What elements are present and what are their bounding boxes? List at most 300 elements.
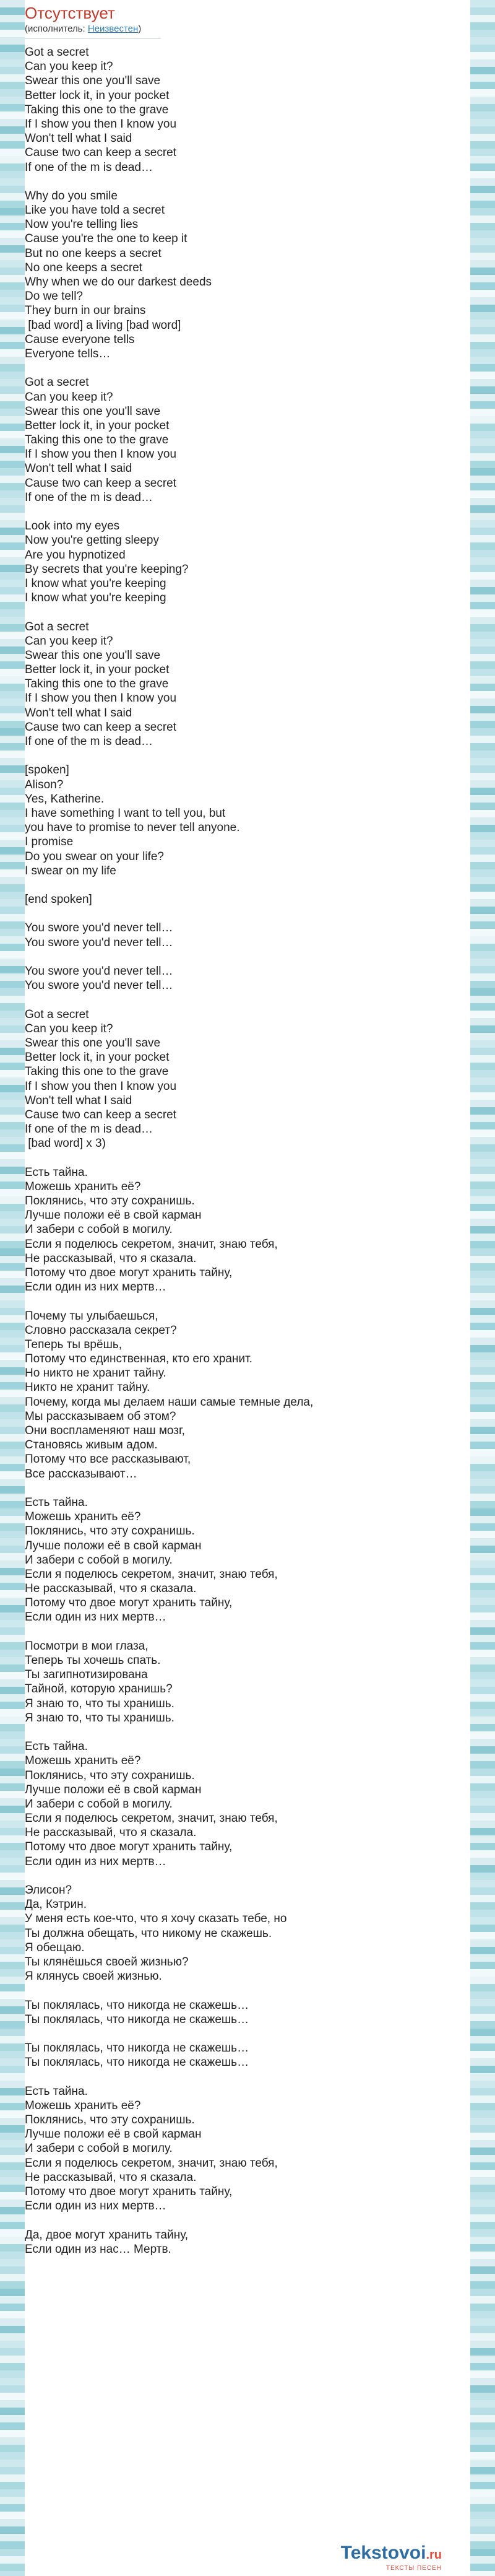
lyric-line: Got a secret bbox=[25, 46, 89, 59]
stripe bbox=[0, 2014, 25, 2021]
stripe bbox=[0, 981, 25, 988]
stripe bbox=[470, 550, 495, 557]
stripe bbox=[470, 1657, 495, 1664]
stanza-gap bbox=[25, 361, 470, 375]
stripe bbox=[470, 959, 495, 966]
stripe bbox=[470, 1412, 495, 1419]
stripe bbox=[470, 260, 495, 268]
stripe bbox=[0, 1367, 25, 1375]
stripe bbox=[470, 2556, 495, 2564]
stripe bbox=[0, 2512, 25, 2519]
stripe bbox=[470, 2147, 495, 2155]
stripe bbox=[470, 431, 495, 438]
stripe bbox=[0, 1947, 25, 1954]
lyric-line: Like you have told a secret bbox=[25, 204, 165, 217]
lyric-line: If I show you then I know you bbox=[25, 117, 177, 131]
stripe bbox=[470, 1828, 495, 1835]
stripe bbox=[470, 780, 495, 788]
stripe bbox=[0, 1798, 25, 1806]
stripe bbox=[470, 624, 495, 632]
stripe bbox=[0, 1241, 25, 1248]
stripe bbox=[0, 111, 25, 119]
lyric-line: By secrets that you're keeping? bbox=[25, 562, 189, 576]
stripe bbox=[470, 810, 495, 817]
stripe bbox=[470, 1531, 495, 1538]
stripe bbox=[470, 1887, 495, 1895]
stripe bbox=[470, 2445, 495, 2452]
stripe bbox=[0, 2229, 25, 2237]
lyric-line: If one of the m is dead… bbox=[25, 1123, 153, 1136]
lyric-line: Теперь ты врёшь, bbox=[25, 1338, 122, 1351]
stripe bbox=[470, 2363, 495, 2370]
performer-link[interactable]: Неизвестен bbox=[87, 24, 139, 34]
stripe bbox=[470, 1865, 495, 1873]
stripe bbox=[0, 1234, 25, 1241]
site-logo[interactable] bbox=[341, 2543, 442, 2572]
stripe bbox=[470, 1598, 495, 1605]
stripe bbox=[470, 386, 495, 394]
stripe bbox=[470, 89, 495, 97]
stripe bbox=[0, 691, 25, 698]
lyric-line: Можешь хранить её? bbox=[25, 1180, 141, 1193]
stripe bbox=[0, 2140, 25, 2147]
stripe bbox=[470, 505, 495, 513]
stripe bbox=[0, 453, 25, 461]
stripe bbox=[470, 2356, 495, 2363]
stripe bbox=[470, 1590, 495, 1598]
stripe bbox=[470, 1427, 495, 1434]
stripe bbox=[470, 1954, 495, 1962]
stripe bbox=[470, 2304, 495, 2311]
lyric-line: I have something I want to tell you, but bbox=[25, 806, 226, 820]
lyric-line: Won't tell what I said bbox=[25, 132, 132, 146]
stripe bbox=[0, 30, 25, 37]
lyric-line: Can you keep it? bbox=[25, 1022, 113, 1035]
stripe bbox=[470, 572, 495, 580]
stripe bbox=[470, 275, 495, 282]
stripe bbox=[470, 973, 495, 981]
stripe bbox=[470, 2393, 495, 2400]
stripe bbox=[0, 1969, 25, 1977]
lyric-line: Но никто не хранит тайну. bbox=[25, 1367, 166, 1380]
stripe bbox=[470, 1984, 495, 1991]
stripe bbox=[0, 2051, 25, 2058]
stripe bbox=[0, 1806, 25, 1813]
lyric-line: You swore you'd never tell… bbox=[25, 965, 173, 978]
lyric-line: Потому что двое могут хранить тайну, bbox=[25, 1266, 233, 1279]
stripe bbox=[470, 1033, 495, 1040]
stripe bbox=[470, 684, 495, 691]
stripe bbox=[470, 2541, 495, 2549]
stripe bbox=[0, 0, 25, 7]
stripe bbox=[470, 1442, 495, 1449]
stripe bbox=[0, 342, 25, 349]
stripe bbox=[0, 2408, 25, 2415]
stripe bbox=[470, 2296, 495, 2304]
stripe bbox=[0, 1338, 25, 1345]
stripe bbox=[470, 691, 495, 698]
lyric-line: Есть тайна. bbox=[25, 1740, 88, 1754]
stripe bbox=[470, 364, 495, 372]
stripe bbox=[470, 1293, 495, 1300]
stripe bbox=[0, 617, 25, 624]
stripe bbox=[0, 654, 25, 661]
stripe bbox=[470, 1397, 495, 1404]
stripe bbox=[0, 1508, 25, 1516]
stripe bbox=[0, 1003, 25, 1011]
stripe bbox=[470, 996, 495, 1003]
stripe bbox=[470, 163, 495, 171]
stripe bbox=[0, 163, 25, 171]
stripe bbox=[0, 855, 25, 862]
stripe bbox=[0, 1650, 25, 1657]
stripe bbox=[470, 2192, 495, 2200]
stripe bbox=[470, 2489, 495, 2497]
stripe bbox=[0, 1739, 25, 1746]
stripe bbox=[0, 1375, 25, 1382]
stripe bbox=[470, 74, 495, 82]
stripe bbox=[0, 1018, 25, 1025]
stripe bbox=[0, 1137, 25, 1144]
stripe bbox=[470, 1546, 495, 1553]
stripe bbox=[0, 171, 25, 178]
stripe bbox=[0, 2460, 25, 2467]
stripe bbox=[0, 290, 25, 297]
stripe bbox=[0, 1620, 25, 1627]
stripe bbox=[470, 1152, 495, 1159]
title-divider bbox=[25, 38, 161, 39]
stripe bbox=[0, 1189, 25, 1196]
stripe bbox=[470, 1390, 495, 1397]
stripe bbox=[470, 2281, 495, 2289]
stripe bbox=[0, 1404, 25, 1412]
lyric-line: Yes, Katherine. bbox=[25, 792, 105, 806]
stripe bbox=[0, 1999, 25, 2006]
stripe bbox=[0, 1702, 25, 1709]
stripe bbox=[0, 2304, 25, 2311]
stripe bbox=[0, 520, 25, 528]
stripe bbox=[0, 104, 25, 111]
lyric-line: Look into my eyes bbox=[25, 520, 120, 533]
stripe bbox=[0, 1910, 25, 1917]
stripe bbox=[470, 1568, 495, 1575]
stripe bbox=[0, 817, 25, 825]
stripe bbox=[0, 1129, 25, 1137]
stripe bbox=[0, 2103, 25, 2110]
stripe bbox=[0, 1642, 25, 1650]
stripe bbox=[470, 1345, 495, 1352]
stripe bbox=[0, 1932, 25, 1939]
stripe bbox=[470, 1018, 495, 1025]
stripe bbox=[470, 268, 495, 275]
stripe bbox=[0, 2452, 25, 2460]
stripe bbox=[0, 1501, 25, 1508]
stripe bbox=[470, 1679, 495, 1687]
stripe bbox=[470, 921, 495, 929]
stripe bbox=[0, 2266, 25, 2274]
stripe bbox=[470, 2571, 495, 2576]
stripe bbox=[0, 238, 25, 245]
stripe bbox=[470, 282, 495, 290]
stripe bbox=[0, 899, 25, 907]
stanza-gap bbox=[25, 1151, 470, 1165]
stripe bbox=[470, 111, 495, 119]
stripe bbox=[470, 1404, 495, 1412]
stripe bbox=[0, 1776, 25, 1783]
stripe bbox=[0, 869, 25, 877]
stripe bbox=[0, 2489, 25, 2497]
stripe bbox=[470, 639, 495, 646]
stripe bbox=[470, 728, 495, 736]
stripe bbox=[0, 230, 25, 238]
lyric-line: Swear this one you'll save bbox=[25, 404, 161, 418]
stripe bbox=[0, 149, 25, 156]
stripe bbox=[0, 847, 25, 855]
stripe bbox=[0, 684, 25, 691]
lyrics-text bbox=[25, 45, 470, 2256]
stripe bbox=[0, 1256, 25, 1263]
stripe bbox=[470, 2526, 495, 2534]
stripe bbox=[470, 215, 495, 223]
lyric-line: If one of the m is dead… bbox=[25, 160, 153, 174]
stripe bbox=[470, 2519, 495, 2526]
stripe bbox=[0, 669, 25, 676]
stanza-gap bbox=[25, 749, 470, 763]
stripe bbox=[470, 1917, 495, 1925]
stripe bbox=[0, 1486, 25, 1494]
stripe bbox=[470, 907, 495, 914]
stripe bbox=[0, 1717, 25, 1724]
stripe bbox=[0, 2095, 25, 2103]
stripe bbox=[470, 795, 495, 803]
stripe bbox=[470, 2014, 495, 2021]
stripe bbox=[470, 1724, 495, 1731]
stripe bbox=[470, 743, 495, 751]
stripe bbox=[0, 2437, 25, 2445]
stripe bbox=[470, 59, 495, 67]
stripe bbox=[0, 936, 25, 944]
lyrics-page bbox=[25, 0, 470, 2576]
stripe bbox=[470, 1315, 495, 1323]
stripe bbox=[470, 2311, 495, 2318]
stripe bbox=[0, 1427, 25, 1434]
stanza-gap bbox=[25, 878, 470, 892]
stripe bbox=[0, 1159, 25, 1167]
stripe bbox=[0, 535, 25, 542]
stripe bbox=[0, 1360, 25, 1367]
stripe bbox=[470, 1642, 495, 1650]
stripe bbox=[470, 1211, 495, 1219]
stripe bbox=[470, 2512, 495, 2519]
stripe bbox=[470, 1501, 495, 1508]
stripe bbox=[0, 2192, 25, 2200]
stripe bbox=[470, 104, 495, 111]
stripe bbox=[470, 862, 495, 869]
stripe bbox=[0, 156, 25, 163]
stripe bbox=[0, 907, 25, 914]
stripe bbox=[0, 1070, 25, 1077]
lyric-line: If I show you then I know you bbox=[25, 692, 177, 705]
stripe bbox=[470, 803, 495, 810]
stripe bbox=[470, 855, 495, 862]
stripe bbox=[0, 1568, 25, 1575]
lyric-line: Do we tell? bbox=[25, 290, 83, 303]
stripe bbox=[0, 1657, 25, 1664]
stripe bbox=[0, 1754, 25, 1761]
stripe bbox=[470, 1115, 495, 1122]
stripe bbox=[0, 1605, 25, 1612]
stripe bbox=[0, 1063, 25, 1070]
lyric-line: Cause two can keep a secret bbox=[25, 476, 177, 490]
stripe bbox=[0, 1226, 25, 1234]
stripe bbox=[0, 1746, 25, 1754]
stripe bbox=[0, 832, 25, 840]
stripe bbox=[0, 773, 25, 780]
stripe bbox=[0, 2504, 25, 2512]
stripe bbox=[470, 2081, 495, 2088]
lyric-line: I know what you're keeping bbox=[25, 591, 166, 605]
lyric-line: Элисон? bbox=[25, 1884, 72, 1897]
stanza-gap bbox=[25, 1725, 470, 1739]
stripe bbox=[0, 713, 25, 721]
stripe bbox=[470, 2207, 495, 2214]
stripe bbox=[0, 1115, 25, 1122]
stanza-gap bbox=[25, 505, 470, 519]
lyric-line: Я клянусь своей жизнью. bbox=[25, 1970, 162, 1983]
stanza-gap bbox=[25, 1481, 470, 1495]
stripe bbox=[470, 1910, 495, 1917]
stripe bbox=[470, 1977, 495, 1984]
stripe bbox=[470, 698, 495, 706]
stripe bbox=[0, 364, 25, 372]
stripe bbox=[470, 565, 495, 572]
stripe bbox=[470, 37, 495, 45]
stripe bbox=[470, 2200, 495, 2207]
stripe bbox=[0, 1902, 25, 1910]
stripe bbox=[470, 914, 495, 921]
stripe bbox=[0, 2296, 25, 2304]
stripe bbox=[0, 1821, 25, 1828]
stripe bbox=[470, 713, 495, 721]
stripe bbox=[0, 1100, 25, 1107]
stripe bbox=[470, 1702, 495, 1709]
stripe bbox=[470, 1873, 495, 1880]
stripe bbox=[470, 327, 495, 334]
stripe bbox=[470, 2474, 495, 2482]
stripe bbox=[0, 2147, 25, 2155]
stripe bbox=[470, 2043, 495, 2051]
lyric-line: If I show you then I know you bbox=[25, 1079, 177, 1093]
stripe bbox=[470, 676, 495, 684]
stripe bbox=[0, 1598, 25, 1605]
stripe bbox=[0, 1308, 25, 1315]
stripe bbox=[470, 1523, 495, 1531]
lyric-line: Никто не хранит тайну. bbox=[25, 1381, 150, 1395]
stripe bbox=[470, 1174, 495, 1181]
stripe bbox=[470, 661, 495, 669]
stripe bbox=[470, 1352, 495, 1360]
stripe bbox=[0, 1219, 25, 1226]
lyric-line: Потому что все рассказывают, bbox=[25, 1453, 191, 1466]
stripe bbox=[470, 2237, 495, 2244]
stanza-gap bbox=[25, 175, 470, 189]
stripe bbox=[470, 409, 495, 416]
stripe bbox=[470, 951, 495, 959]
stripe bbox=[0, 2445, 25, 2452]
stripe bbox=[470, 498, 495, 505]
stripe bbox=[470, 773, 495, 780]
stripe bbox=[470, 1144, 495, 1152]
stripe bbox=[0, 2370, 25, 2378]
stripe bbox=[0, 446, 25, 453]
stripe bbox=[470, 1709, 495, 1717]
stripe bbox=[470, 2118, 495, 2125]
stripe bbox=[470, 357, 495, 364]
lyric-line: Я знаю то, что ты хранишь. bbox=[25, 1711, 174, 1725]
stripe bbox=[0, 1397, 25, 1404]
stripe bbox=[0, 2341, 25, 2348]
stripe bbox=[470, 2534, 495, 2541]
stripe bbox=[470, 869, 495, 877]
stripe bbox=[0, 550, 25, 557]
stripe bbox=[0, 624, 25, 632]
stripe bbox=[0, 1925, 25, 1932]
stripe bbox=[0, 1494, 25, 1501]
stripe bbox=[0, 505, 25, 513]
stripe bbox=[470, 832, 495, 840]
stripe bbox=[0, 1553, 25, 1560]
stripe bbox=[470, 1650, 495, 1657]
lyric-line: Ты поклялась, что никогда не скажешь… bbox=[25, 2042, 249, 2055]
stripe bbox=[0, 178, 25, 186]
stripe bbox=[470, 1241, 495, 1248]
stripe bbox=[470, 2029, 495, 2036]
stripe bbox=[0, 2162, 25, 2170]
stripe bbox=[0, 1516, 25, 1523]
stripe bbox=[0, 2385, 25, 2393]
lyric-line: Есть тайна. bbox=[25, 1495, 88, 1509]
stripe bbox=[470, 1456, 495, 1464]
stripe bbox=[0, 386, 25, 394]
stripe bbox=[470, 1085, 495, 1092]
stripe bbox=[0, 1672, 25, 1679]
lyric-line: Я знаю то, что ты хранишь. bbox=[25, 1697, 174, 1710]
stripe bbox=[0, 1382, 25, 1390]
stripe bbox=[0, 2430, 25, 2437]
stripe bbox=[0, 1865, 25, 1873]
stripe bbox=[0, 1635, 25, 1642]
stripe bbox=[470, 669, 495, 676]
stripe bbox=[0, 52, 25, 59]
stripe bbox=[0, 7, 25, 15]
stripe bbox=[470, 134, 495, 141]
stripe bbox=[470, 1300, 495, 1308]
stripe bbox=[0, 2259, 25, 2266]
lyric-line: Everyone tells… bbox=[25, 347, 111, 360]
lyric-line: you have to promise to never tell anyone. bbox=[25, 821, 240, 835]
stripe bbox=[470, 1932, 495, 1939]
stripe bbox=[0, 565, 25, 572]
lyric-line: Cause two can keep a secret bbox=[25, 146, 177, 160]
logo-text: Tekstovoi bbox=[340, 2543, 426, 2563]
stripe bbox=[470, 1798, 495, 1806]
lyric-line: Теперь ты хочешь спать. bbox=[25, 1654, 161, 1667]
stripe bbox=[0, 2474, 25, 2482]
stripe bbox=[0, 743, 25, 751]
stripe bbox=[470, 966, 495, 973]
stripe bbox=[470, 1375, 495, 1382]
stripe bbox=[0, 186, 25, 193]
